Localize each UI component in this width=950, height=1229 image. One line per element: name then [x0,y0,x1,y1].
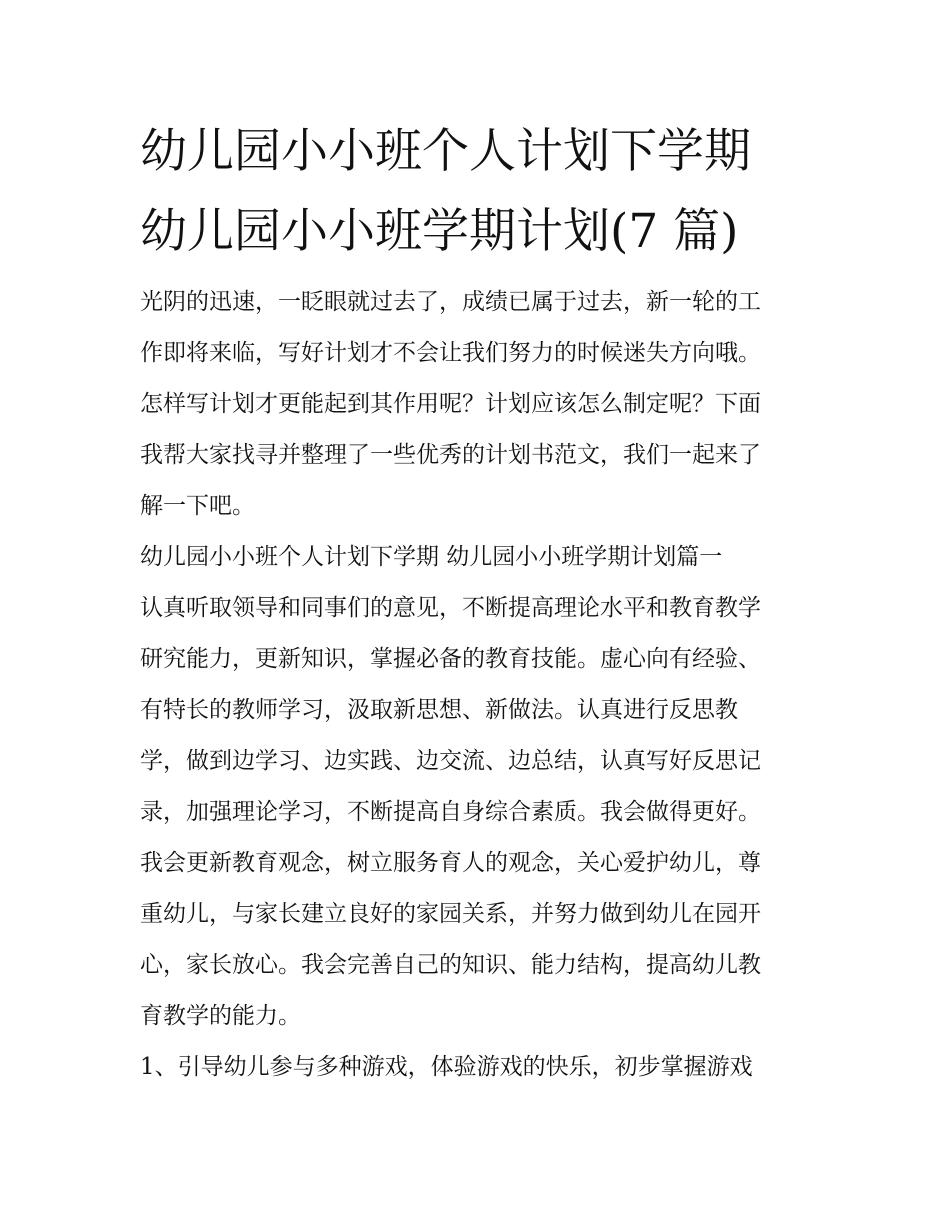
paragraph-1-line-5: 录，加强理论学习，不断提高自身综合素质。我会做得更好。 [140,799,761,825]
title-line-2: 幼儿园小小班学期计划(7 篇) [140,204,739,259]
paragraph-1-line-3: 有特长的教师学习，汲取新思想、新做法。认真进行反思教 [140,697,738,723]
paragraph-2-line-2: 重幼儿，与家长建立良好的家园关系，并努力做到幼儿在园开 [140,901,761,927]
document-body [140,277,820,1093]
intro-paragraph [140,277,820,532]
intro-line-1: 光阴的迅速，一眨眼就过去了，成绩已属于过去，新一轮的工 [140,289,761,315]
intro-line-4: 我帮大家找寻并整理了一些优秀的计划书范文，我们一起来了 [140,442,761,468]
paragraph-2 [140,838,820,1042]
paragraph-2-line-1: 我会更新教育观念，树立服务育人的观念，关心爱护幼儿，尊 [140,850,761,876]
intro-line-5: 解一下吧。 [140,493,255,519]
paragraph-1-line-1: 认真听取领导和同事们的意见，不断提高理论水平和教育教学 [140,595,761,621]
paragraph-2-line-3: 心，家长放心。我会完善自己的知识、能力结构，提高幼儿教 [140,952,761,978]
section-heading: 幼儿园小小班个人计划下学期 幼儿园小小班学期计划篇一 [140,544,723,570]
intro-line-3: 怎样写计划才更能起到其作用呢？计划应该怎么制定呢？下面 [140,391,761,417]
paragraph-1-line-2: 研究能力，更新知识，掌握必备的教育技能。虚心向有经验、 [140,646,761,672]
document-title [140,112,840,272]
intro-line-2: 作即将来临，写好计划才不会让我们努力的时候迷失方向哦。 [140,340,761,366]
paragraph-1 [140,583,820,838]
title-line-1: 幼儿园小小班个人计划下学期 [140,124,751,179]
paragraph-2-line-4: 育教学的能力。 [140,1003,301,1029]
list-item-1: 1、引导幼儿参与多种游戏，体验游戏的快乐，初步掌握游戏 [140,1054,753,1080]
paragraph-1-line-4: 学，做到边学习、边实践、边交流、边总结，认真写好反思记 [140,748,761,774]
